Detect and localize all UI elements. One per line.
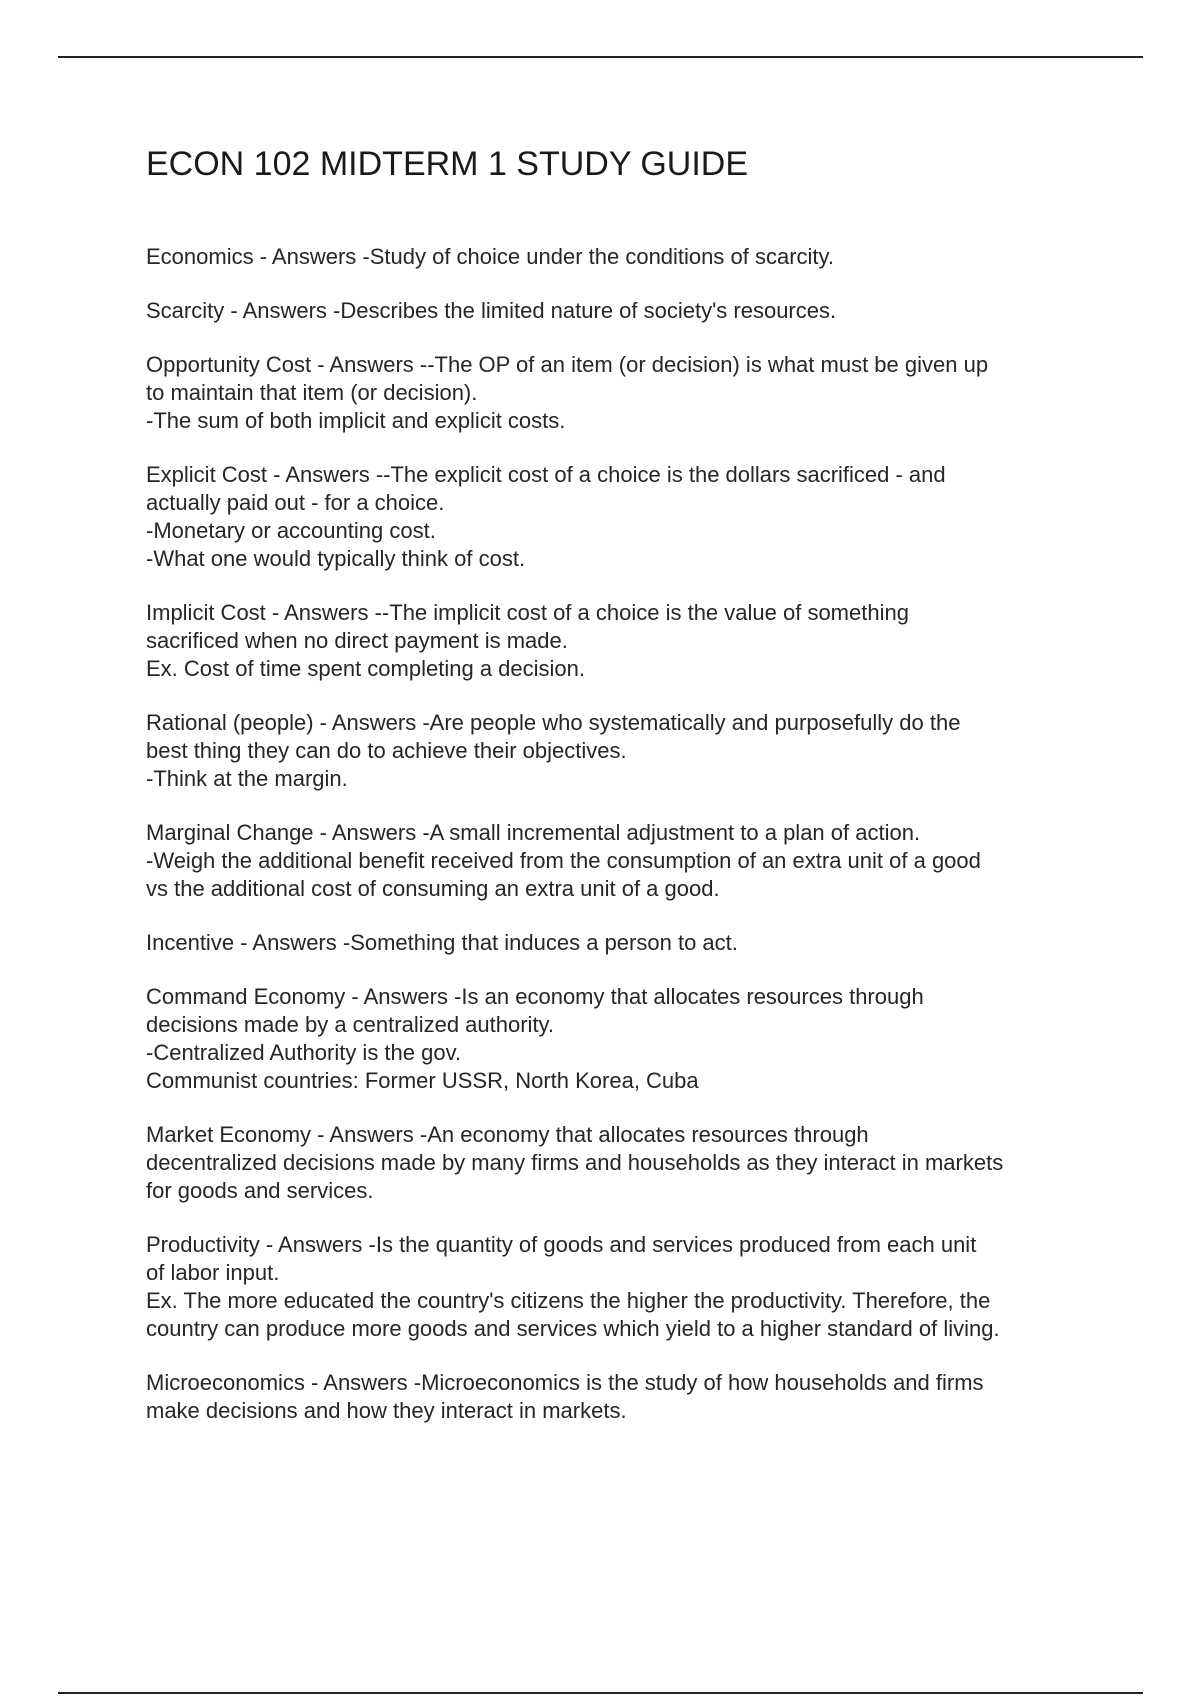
definition-entry (146, 599, 1096, 683)
definition-line: Implicit Cost - Answers --The implicit cost of a choice is the value of something (146, 600, 909, 625)
definition-line: best thing they can do to achieve their objectives. (146, 738, 627, 763)
definition-line: vs the additional cost of consuming an extra unit of a good. (146, 876, 720, 901)
definition-line: Incentive - Answers -Something that induces a person to act. (146, 930, 738, 955)
bottom-divider (58, 1692, 1143, 1694)
definition-line: Economics - Answers -Study of choice under the conditions of scarcity. (146, 244, 835, 269)
definition-entry (146, 243, 1096, 271)
definition-line: decisions made by a centralized authority. (146, 1012, 555, 1037)
definition-line: of labor input. (146, 1260, 280, 1285)
definition-line: Explicit Cost - Answers --The explicit cost of a choice is the dollars sacrificed - and (146, 462, 946, 487)
definition-line: actually paid out - for a choice. (146, 490, 445, 515)
definition-line: Rational (people) - Answers -Are people who systematically and purposefully do the (146, 710, 961, 735)
definition-line: -Monetary or accounting cost. (146, 518, 436, 543)
definition-line: -Centralized Authority is the gov. (146, 1040, 462, 1065)
definition-line: country can produce more goods and services which yield to a higher standard of living. (146, 1316, 1000, 1341)
top-divider (58, 56, 1143, 58)
definition-line: Ex. The more educated the country's citizens the higher the productivity. Therefore, the (146, 1288, 991, 1313)
definition-line: Scarcity - Answers -Describes the limited nature of society's resources. (146, 298, 837, 323)
definition-entry (146, 351, 1096, 435)
definition-line: Market Economy - Answers -An economy that allocates resources through (146, 1122, 869, 1147)
definition-line: -Weigh the additional benefit received from the consumption of an extra unit of a good (146, 848, 981, 873)
definition-entry (146, 1231, 1096, 1343)
definition-line: decentralized decisions made by many firms and households as they interact in markets (146, 1150, 1004, 1175)
definition-line: Ex. Cost of time spent completing a decision. (146, 656, 585, 681)
definition-entry (146, 983, 1096, 1095)
definition-line: -The sum of both implicit and explicit costs. (146, 408, 566, 433)
definition-line: Microeconomics - Answers -Microeconomics is the study of how households and firms (146, 1370, 984, 1395)
definition-line: for goods and services. (146, 1178, 374, 1203)
definition-entry (146, 461, 1096, 573)
definition-line: to maintain that item (or decision). (146, 380, 478, 405)
definition-entry (146, 1121, 1096, 1205)
definition-line: Communist countries: Former USSR, North Korea, Cuba (146, 1068, 699, 1093)
definition-entry (146, 929, 1096, 957)
definition-entry (146, 709, 1096, 793)
definition-line: Command Economy - Answers -Is an economy that allocates resources through (146, 984, 924, 1009)
definition-list (146, 243, 1096, 1451)
definition-line: Productivity - Answers -Is the quantity of goods and services produced from each unit (146, 1232, 977, 1257)
definition-line: -Think at the margin. (146, 766, 348, 791)
definition-entry (146, 819, 1096, 903)
definition-line: Opportunity Cost - Answers --The OP of an item (or decision) is what must be given up (146, 352, 989, 377)
definition-entry (146, 1369, 1096, 1425)
definition-line: make decisions and how they interact in markets. (146, 1398, 627, 1423)
definition-line: sacrificed when no direct payment is made. (146, 628, 568, 653)
definition-line: Marginal Change - Answers -A small incremental adjustment to a plan of action. (146, 820, 921, 845)
definition-entry (146, 297, 1096, 325)
page-title: ECON 102 MIDTERM 1 STUDY GUIDE (146, 145, 749, 183)
definition-line: -What one would typically think of cost. (146, 546, 526, 571)
